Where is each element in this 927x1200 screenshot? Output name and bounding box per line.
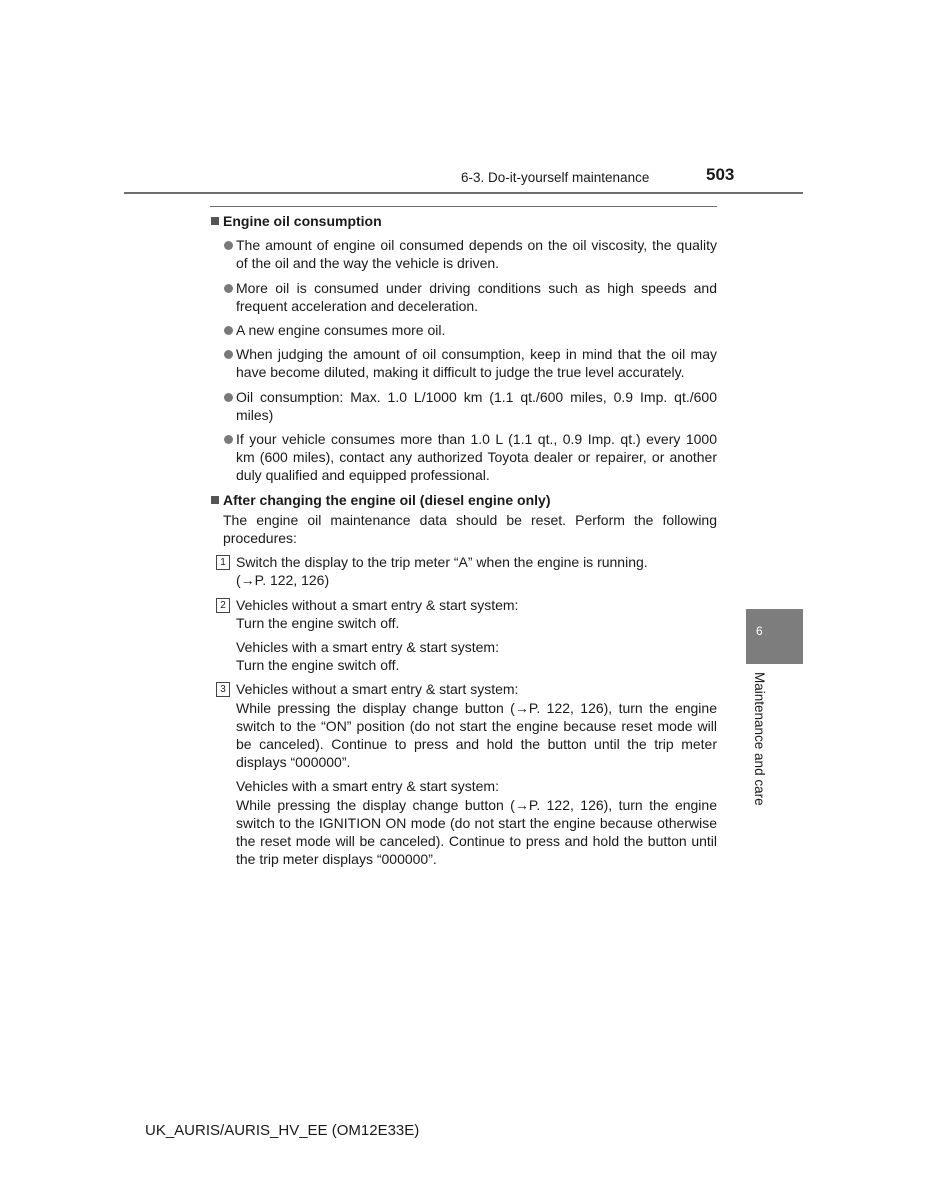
- step-1: [210, 553, 717, 589]
- list-item: A new engine consumes more oil.: [210, 321, 717, 339]
- section-heading-after-oil-change: After changing the engine oil (diesel engine only): [210, 491, 717, 509]
- circle-bullet-icon: [224, 435, 233, 444]
- step-text: Turn the engine switch off.: [236, 614, 400, 631]
- chapter-tab: [746, 609, 803, 664]
- circle-bullet-icon: [224, 326, 233, 335]
- step-text: While pressing the display change button (→P. 122, 126), turn the engine switch to the “ON” position (do not start the engine because reset mode will be canceled). Continue to press and hold the button until the trip meter displays “000000”.: [236, 699, 717, 771]
- circle-bullet-icon: [224, 393, 233, 402]
- section-heading-oil-consumption: Engine oil consumption: [210, 212, 717, 230]
- page-number: 503: [706, 165, 735, 184]
- document-code: UK_AURIS/AURIS_HV_EE (OM12E33E): [145, 1122, 420, 1139]
- header-divider: [124, 192, 803, 194]
- list-item: The amount of engine oil consumed depends on the oil viscosity, the quality of the oil and the way the vehicle is driven.: [210, 236, 717, 272]
- list-item: Oil consumption: Max. 1.0 L/1000 km (1.1 qt./600 miles, 0.9 Imp. qt./600 miles): [210, 388, 717, 424]
- step-2: [210, 596, 717, 675]
- step-text: Turn the engine switch off.: [236, 657, 400, 674]
- header-section-title: 6-3. Do-it-yourself maintenance: [461, 170, 650, 185]
- circle-bullet-icon: [224, 350, 233, 359]
- step-condition: Vehicles without a smart entry & start system:: [236, 596, 519, 613]
- step-condition: Vehicles without a smart entry & start system:: [236, 681, 519, 698]
- section-intro: The engine oil maintenance data should be reset. Perform the following procedures:: [223, 511, 717, 547]
- list-item: If your vehicle consumes more than 1.0 L (1.1 qt., 0.9 Imp. qt.) every 1000 km (600 miles), contact any authorized Toyota dealer or repairer, or another duly qualified and equipped professional.: [210, 430, 717, 485]
- step-number-badge: 1: [216, 555, 230, 570]
- step-number-badge: 2: [216, 598, 230, 613]
- chapter-title: Maintenance and care: [752, 672, 767, 806]
- circle-bullet-icon: [224, 241, 233, 250]
- page-content: [210, 212, 717, 869]
- list-item: More oil is consumed under driving conditions such as high speeds and frequent acceleration and deceleration.: [210, 279, 717, 315]
- step-condition: Vehicles with a smart entry & start system:: [236, 778, 499, 795]
- square-bullet-icon: [211, 496, 219, 504]
- step-condition: Vehicles with a smart entry & start system:: [236, 639, 499, 656]
- step-3: [210, 680, 717, 868]
- page-reference: (→P. 122, 126): [236, 572, 330, 589]
- circle-bullet-icon: [224, 284, 233, 293]
- step-text: Switch the display to the trip meter “A” when the engine is running.: [236, 554, 648, 571]
- step-number-badge: 3: [216, 682, 230, 697]
- content-divider: [210, 206, 717, 207]
- chapter-number: 6: [756, 624, 763, 638]
- square-bullet-icon: [211, 217, 219, 225]
- list-item: When judging the amount of oil consumption, keep in mind that the oil may have become diluted, making it difficult to judge the true level accurately.: [210, 345, 717, 381]
- step-text: While pressing the display change button (→P. 122, 126), turn the engine switch to the IGNITION ON mode (do not start the engine because otherwise the reset mode will be canceled). Continue to press and hold the button until the trip meter displays “000000”.: [236, 796, 717, 868]
